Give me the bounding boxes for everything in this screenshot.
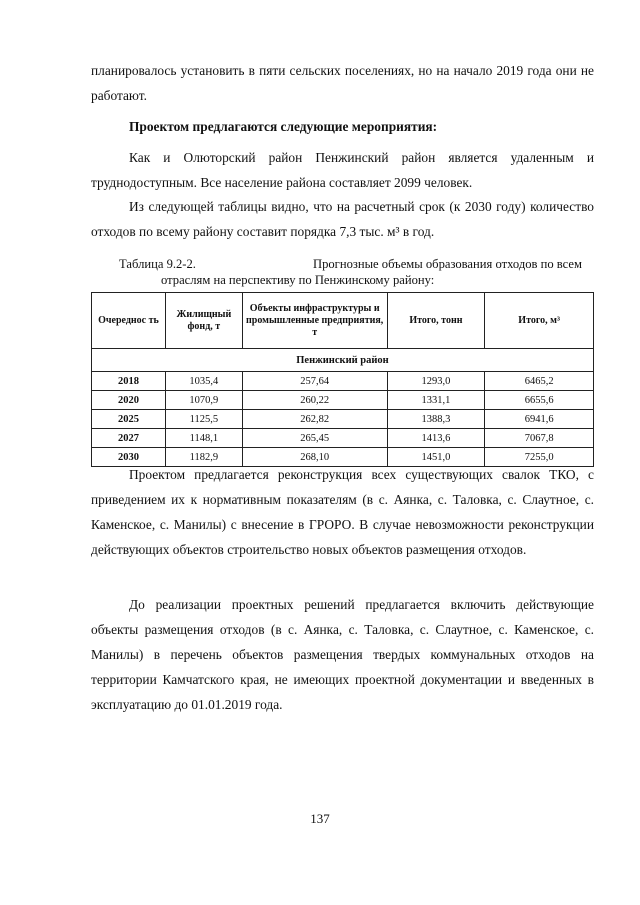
paragraph-reconstruction: Проектом предлагается реконструкция всех существующих свалок ТКО, с приведением их к нормативным показателям (в с. Аянка, с. Таловка, с. Слаутное, с. Каменское, с. Манилы) с внесение в ГРОРО. В случае невозможности реконструкции действующих объектов строительство новых объектов размещения отходов. [91, 467, 594, 557]
table-row [92, 391, 594, 410]
table-cell: 7067,8 [485, 429, 594, 448]
table-row [92, 372, 594, 391]
header-cell: Объекты инфраструктуры и промышленные предприятия, т [242, 293, 387, 349]
section-heading: Проектом предлагаются следующие мероприятия: [129, 119, 438, 134]
table-cell: 6655,6 [485, 391, 594, 410]
table-cell: 2020 [92, 391, 166, 410]
table-cell: 260,22 [242, 391, 387, 410]
table-cell: 1035,4 [165, 372, 242, 391]
table-cell: 1388,3 [387, 410, 485, 429]
table-cell: 1293,0 [387, 372, 485, 391]
paragraph-interim-measures: До реализации проектных решений предлагается включить действующие объекты размещения отходов (в с. Аянка, с. Таловка, с. Слаутное, с. Каменское, с. Манилы) в перечень объектов размещения твердых коммунальных отходов на территории Камчатского края, не имеющих проектной документации и введенных в эксплуатацию до 01.01.2019 года. [91, 597, 594, 712]
table-region-row [92, 349, 594, 372]
table-row [92, 429, 594, 448]
paragraph-table-intro: Из следующей таблицы видно, что на расчетный срок (к 2030 году) количество отходов по всему району составит порядка 7,3 тыс. м³ в год. [91, 199, 594, 239]
table-cell: 262,82 [242, 410, 387, 429]
table-cell: 1148,1 [165, 429, 242, 448]
table-cell: 7255,0 [485, 448, 594, 467]
table-cell: 268,10 [242, 448, 387, 467]
page-number: 137 [310, 811, 330, 826]
header-cell: Очереднос ть [92, 293, 166, 349]
table-cell: 6465,2 [485, 372, 594, 391]
header-cell: Итого, тонн [387, 293, 485, 349]
waste-forecast-table [91, 292, 594, 467]
table-cell: 1331,1 [387, 391, 485, 410]
table-caption-text-line2: отраслям на перспективу по Пенжинскому району: [161, 272, 435, 287]
table-cell: 1182,9 [165, 448, 242, 467]
table-cell: 2018 [92, 372, 166, 391]
table-cell: 265,45 [242, 429, 387, 448]
header-cell: Жилищный фонд, т [165, 293, 242, 349]
table-cell: 6941,6 [485, 410, 594, 429]
table-caption-text-line1: Прогнозные объемы образования отходов по всем [312, 257, 582, 271]
table-cell: 2030 [92, 448, 166, 467]
table-cell: 1451,0 [387, 448, 485, 467]
table-header-row [92, 293, 594, 349]
table-row [92, 410, 594, 429]
region-cell: Пенжинский район [92, 349, 594, 372]
header-cell: Итого, м³ [485, 293, 594, 349]
paragraph-district-description: Как и Олюторский район Пенжинский район является удаленным и труднодоступным. Все население района составляет 2099 человек. [91, 150, 594, 190]
table-cell: 1125,5 [165, 410, 242, 429]
table-caption-label: Таблица 9.2-2. [119, 257, 196, 271]
table-caption [91, 257, 594, 288]
paragraph-continuation: планировалось установить в пяти сельских поселениях, но на начало 2019 года они не работают. [91, 63, 594, 103]
table-cell: 1413,6 [387, 429, 485, 448]
table-cell: 1070,9 [165, 391, 242, 410]
table-cell: 2025 [92, 410, 166, 429]
table-cell: 2027 [92, 429, 166, 448]
table-cell: 257,64 [242, 372, 387, 391]
